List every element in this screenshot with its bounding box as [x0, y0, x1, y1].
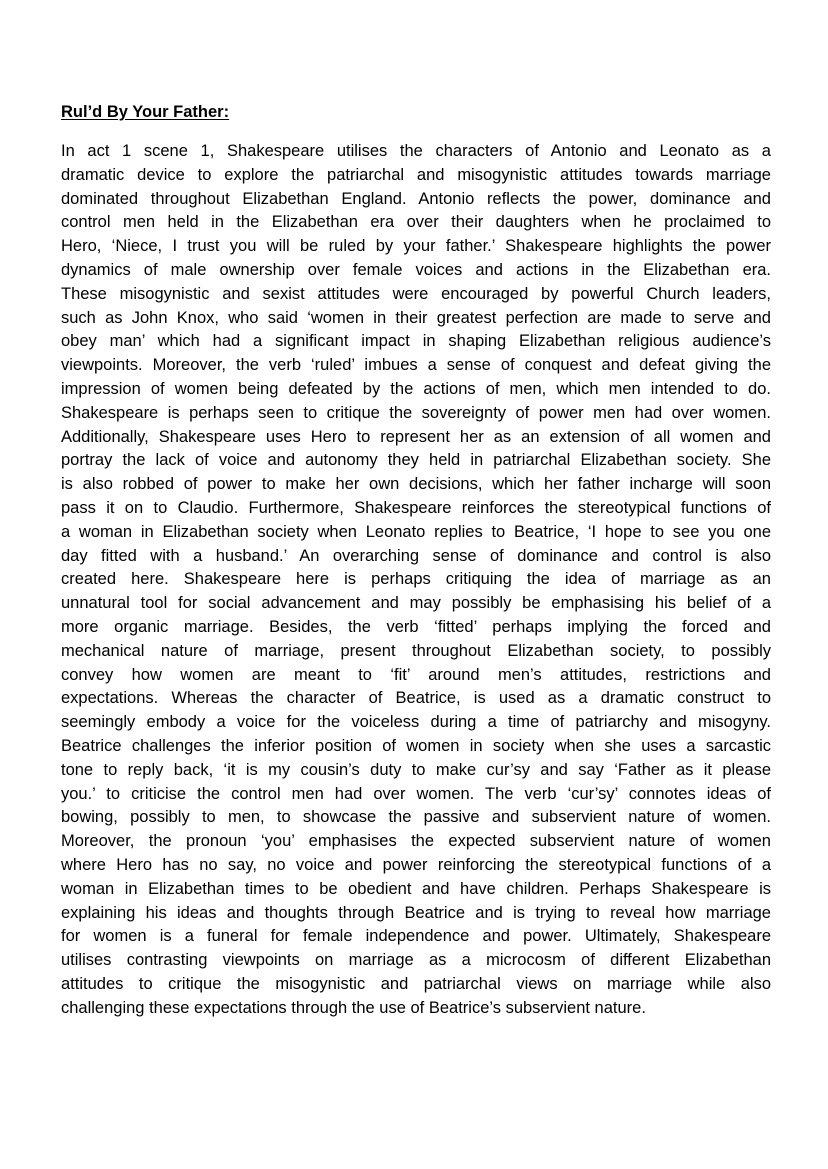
paragraph-line	[61, 806, 771, 830]
essay-paragraph	[61, 140, 771, 1020]
paragraph-line	[61, 378, 771, 402]
paragraph-line	[61, 616, 771, 640]
paragraph-line-text: day fitted with a husband.’ An overarching sense of dominance and control is also	[61, 546, 771, 565]
paragraph-line-text: dramatic device to explore the patriarchal and misogynistic attitudes towards marriage	[61, 165, 771, 184]
paragraph-line	[61, 640, 771, 664]
paragraph-line	[61, 783, 771, 807]
paragraph-line	[61, 330, 771, 354]
paragraph-line-text: obey man’ which had a significant impact in shaping Elizabethan religious audience’s	[61, 332, 771, 351]
paragraph-line	[61, 759, 771, 783]
paragraph-line-text: attitudes to critique the misogynistic and patriarchal views on marriage while also	[61, 974, 771, 993]
paragraph-line	[61, 925, 771, 949]
paragraph-line-text: a woman in Elizabethan society when Leonato replies to Beatrice, ‘I hope to see you one	[61, 522, 771, 541]
paragraph-line	[61, 973, 771, 997]
paragraph-line	[61, 402, 771, 426]
paragraph-line-text: Hero, ‘Niece, I trust you will be ruled by your father.’ Shakespeare highlights the power	[61, 237, 771, 256]
paragraph-line-text: impression of women being defeated by the actions of men, which men intended to do.	[61, 379, 771, 398]
paragraph-line-text: utilises contrasting viewpoints on marriage as a microcosm of different Elizabethan	[61, 951, 771, 970]
paragraph-line	[61, 283, 771, 307]
paragraph-line-text: expectations. Whereas the character of Beatrice, is used as a dramatic construct to	[61, 689, 771, 708]
paragraph-line-text: you.’ to criticise the control men had over women. The verb ‘cur’sy’ connotes ideas of	[61, 784, 771, 803]
paragraph-line-text: Shakespeare is perhaps seen to critique the sovereignty of power men had over women.	[61, 403, 771, 422]
paragraph-line-text: portray the lack of voice and autonomy they held in patriarchal Elizabethan society. She	[61, 451, 771, 470]
paragraph-line	[61, 997, 771, 1021]
paragraph-line	[61, 521, 771, 545]
paragraph-line	[61, 592, 771, 616]
paragraph-line	[61, 259, 771, 283]
paragraph-line-text: pass it on to Claudio. Furthermore, Shakespeare reinforces the stereotypical functions of	[61, 498, 771, 517]
paragraph-line-text: In act 1 scene 1, Shakespeare utilises the characters of Antonio and Leonato as a	[61, 142, 771, 160]
paragraph-line-text: where Hero has no say, no voice and power reinforcing the stereotypical functions of a	[61, 855, 771, 874]
paragraph-line	[61, 140, 771, 164]
paragraph-line	[61, 568, 771, 592]
paragraph-line-text: viewpoints. Moreover, the verb ‘ruled’ imbues a sense of conquest and defeat giving the	[61, 356, 771, 375]
paragraph-line	[61, 902, 771, 926]
paragraph-line-text: tone to reply back, ‘it is my cousin’s duty to make cur’sy and say ‘Father as it please	[61, 760, 771, 779]
paragraph-line	[61, 449, 771, 473]
paragraph-line-text: created here. Shakespeare here is perhaps critiquing the idea of marriage as an	[61, 570, 771, 589]
paragraph-line	[61, 687, 771, 711]
paragraph-line-text: convey how women are meant to ‘fit’ around men’s attitudes, restrictions and	[61, 665, 771, 684]
paragraph-line	[61, 307, 771, 331]
paragraph-line	[61, 830, 771, 854]
section-heading: Rul’d By Your Father:	[61, 103, 230, 121]
paragraph-line-text: Additionally, Shakespeare uses Hero to represent her as an extension of all women and	[61, 427, 771, 446]
paragraph-line-text: seemingly embody a voice for the voiceless during a time of patriarchy and misogyny.	[61, 713, 771, 732]
paragraph-line-text: woman in Elizabethan times to be obedient and have children. Perhaps Shakespeare is	[61, 879, 771, 898]
paragraph-line-text: Moreover, the pronoun ‘you’ emphasises the expected subservient nature of women	[61, 832, 771, 851]
paragraph-line-text: These misogynistic and sexist attitudes were encouraged by powerful Church leaders,	[61, 284, 771, 303]
paragraph-line-text: for women is a funeral for female independence and power. Ultimately, Shakespeare	[61, 927, 771, 946]
paragraph-line	[61, 211, 771, 235]
paragraph-line-text: bowing, possibly to men, to showcase the passive and subservient nature of women.	[61, 808, 771, 827]
paragraph-line-text: challenging these expectations through the use of Beatrice’s subservient nature.	[61, 998, 646, 1017]
paragraph-line-text: dynamics of male ownership over female voices and actions in the Elizabethan era.	[61, 260, 771, 279]
paragraph-line-text: is also robbed of power to make her own decisions, which her father incharge will soon	[61, 475, 771, 494]
paragraph-line-text: Beatrice challenges the inferior position of women in society when she uses a sarcastic	[61, 736, 771, 755]
paragraph-line	[61, 426, 771, 450]
paragraph-line	[61, 473, 771, 497]
paragraph-line-text: control men held in the Elizabethan era over their daughters when he proclaimed to	[61, 213, 771, 232]
paragraph-line-text: unnatural tool for social advancement and may possibly be emphasising his belief of a	[61, 594, 771, 613]
paragraph-line-text: mechanical nature of marriage, present throughout Elizabethan society, to possibly	[61, 641, 771, 660]
paragraph-line	[61, 545, 771, 569]
paragraph-line	[61, 878, 771, 902]
paragraph-line	[61, 354, 771, 378]
paragraph-line	[61, 949, 771, 973]
paragraph-line	[61, 235, 771, 259]
paragraph-line-text: such as John Knox, who said ‘women in their greatest perfection are made to serve and	[61, 308, 771, 327]
paragraph-line	[61, 711, 771, 735]
paragraph-line	[61, 164, 771, 188]
paragraph-line-text: explaining his ideas and thoughts through Beatrice and is trying to reveal how marriage	[61, 903, 771, 922]
paragraph-line	[61, 854, 771, 878]
paragraph-line	[61, 735, 771, 759]
paragraph-line	[61, 497, 771, 521]
paragraph-line	[61, 664, 771, 688]
paragraph-line	[61, 188, 771, 212]
paragraph-line-text: dominated throughout Elizabethan England. Antonio reflects the power, dominance and	[61, 189, 771, 208]
paragraph-line-text: more organic marriage. Besides, the verb ‘fitted’ perhaps implying the forced and	[61, 617, 771, 636]
